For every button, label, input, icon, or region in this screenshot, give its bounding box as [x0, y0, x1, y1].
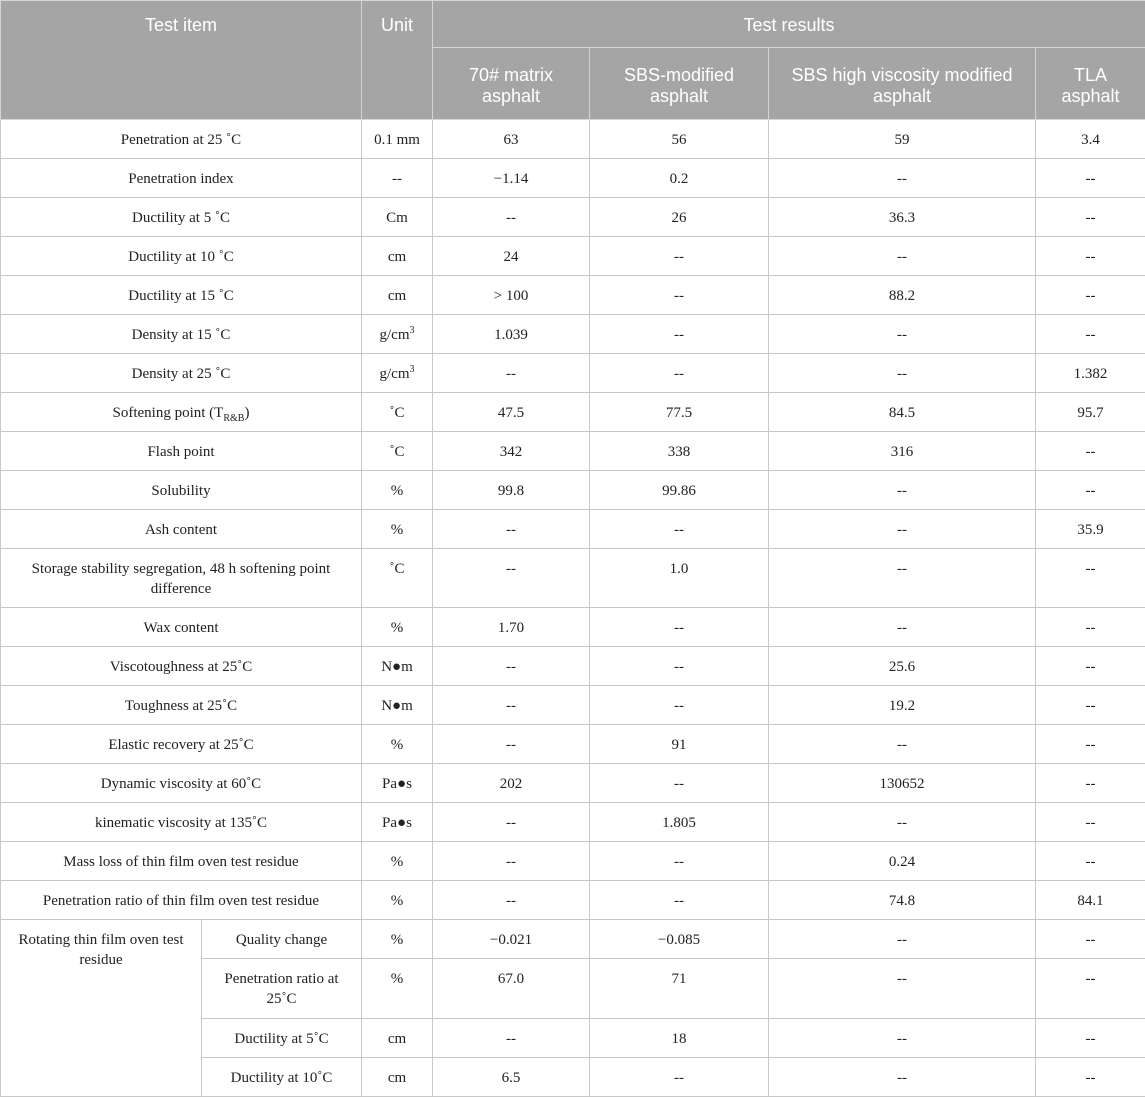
test-item-cell: Solubility	[1, 471, 362, 510]
test-item-cell: Toughness at 25˚C	[1, 686, 362, 725]
value-sbs-modified: 1.0	[590, 549, 769, 608]
value-sbs-modified: --	[590, 881, 769, 920]
value-70-matrix: 6.5	[433, 1058, 590, 1097]
value-tla: --	[1036, 686, 1145, 725]
table-row	[1, 120, 1145, 159]
value-tla: --	[1036, 159, 1145, 198]
rtfot-group-cell: Rotating thin film oven test residue	[1, 920, 202, 1097]
test-item-cell: kinematic viscosity at 135˚C	[1, 803, 362, 842]
test-item-cell: Wax content	[1, 608, 362, 647]
value-sbs-high-viscosity: 316	[769, 432, 1036, 471]
value-70-matrix: --	[433, 881, 590, 920]
value-tla: --	[1036, 959, 1145, 1019]
table-row	[1, 432, 1145, 471]
unit-cell: %	[362, 471, 433, 510]
value-sbs-high-viscosity: --	[769, 237, 1036, 276]
value-tla: --	[1036, 608, 1145, 647]
test-item-cell: Mass loss of thin film oven test residue	[1, 842, 362, 881]
value-tla: --	[1036, 1058, 1145, 1097]
table-row	[1, 549, 1145, 608]
unit-cell: cm	[362, 237, 433, 276]
value-sbs-high-viscosity: 130652	[769, 764, 1036, 803]
unit-cell: ˚C	[362, 432, 433, 471]
value-sbs-modified: --	[590, 354, 769, 393]
table-row	[1, 725, 1145, 764]
value-sbs-high-viscosity: 25.6	[769, 647, 1036, 686]
test-item-cell: Ductility at 5 ˚C	[1, 198, 362, 237]
test-item-cell: Flash point	[1, 432, 362, 471]
value-70-matrix: --	[433, 686, 590, 725]
value-sbs-modified: 1.805	[590, 803, 769, 842]
value-70-matrix: 67.0	[433, 959, 590, 1019]
value-sbs-modified: --	[590, 842, 769, 881]
value-sbs-high-viscosity: --	[769, 920, 1036, 959]
value-sbs-modified: --	[590, 647, 769, 686]
unit-cell: %	[362, 842, 433, 881]
value-70-matrix: 1.70	[433, 608, 590, 647]
table-row	[1, 608, 1145, 647]
value-sbs-modified: --	[590, 1058, 769, 1097]
header-unit: Unit	[362, 1, 433, 120]
test-item-cell: Penetration ratio at 25˚C	[202, 959, 362, 1019]
value-sbs-modified: --	[590, 686, 769, 725]
value-tla: --	[1036, 647, 1145, 686]
header-test-results: Test results	[433, 1, 1145, 48]
test-item-cell: Penetration index	[1, 159, 362, 198]
value-sbs-modified: 26	[590, 198, 769, 237]
value-sbs-modified: --	[590, 510, 769, 549]
value-70-matrix: −1.14	[433, 159, 590, 198]
table-row	[1, 237, 1145, 276]
unit-cell: Pa●s	[362, 764, 433, 803]
unit-cell: --	[362, 159, 433, 198]
test-item-cell: Ductility at 5˚C	[202, 1019, 362, 1058]
value-tla: --	[1036, 842, 1145, 881]
value-70-matrix: --	[433, 647, 590, 686]
table-row	[1, 686, 1145, 725]
test-item-cell: Ductility at 10˚C	[202, 1058, 362, 1097]
value-70-matrix: 1.039	[433, 315, 590, 354]
value-70-matrix: 24	[433, 237, 590, 276]
table-row	[1, 471, 1145, 510]
test-item-cell: Penetration at 25 ˚C	[1, 120, 362, 159]
header-sbs-modified-asphalt: SBS-modified asphalt	[590, 48, 769, 120]
value-70-matrix: --	[433, 1019, 590, 1058]
value-tla: --	[1036, 803, 1145, 842]
value-sbs-high-viscosity: 19.2	[769, 686, 1036, 725]
value-70-matrix: > 100	[433, 276, 590, 315]
value-sbs-modified: 56	[590, 120, 769, 159]
header-test-item: Test item	[1, 1, 362, 120]
table-row	[1, 198, 1145, 237]
value-70-matrix: 99.8	[433, 471, 590, 510]
value-sbs-high-viscosity: --	[769, 510, 1036, 549]
value-tla: --	[1036, 315, 1145, 354]
table-row	[1, 920, 1145, 959]
value-sbs-modified: --	[590, 237, 769, 276]
table-row	[1, 393, 1145, 432]
value-sbs-modified: 18	[590, 1019, 769, 1058]
value-sbs-modified: 71	[590, 959, 769, 1019]
unit-cell: cm	[362, 1019, 433, 1058]
header-70-matrix-asphalt: 70# matrix asphalt	[433, 48, 590, 120]
value-sbs-modified: 0.2	[590, 159, 769, 198]
value-tla: 3.4	[1036, 120, 1145, 159]
value-sbs-high-viscosity: 84.5	[769, 393, 1036, 432]
value-sbs-modified: 77.5	[590, 393, 769, 432]
value-sbs-high-viscosity: --	[769, 959, 1036, 1019]
value-70-matrix: --	[433, 510, 590, 549]
value-sbs-modified: 338	[590, 432, 769, 471]
value-sbs-high-viscosity: 36.3	[769, 198, 1036, 237]
table-row	[1, 803, 1145, 842]
value-sbs-high-viscosity: 74.8	[769, 881, 1036, 920]
table-row	[1, 764, 1145, 803]
test-item-cell: Penetration ratio of thin film oven test residue	[1, 881, 362, 920]
test-item-cell	[1, 393, 362, 432]
table-row	[1, 842, 1145, 881]
value-70-matrix: --	[433, 725, 590, 764]
table-row	[1, 315, 1145, 354]
value-tla: 35.9	[1036, 510, 1145, 549]
test-item-cell: Ductility at 15 ˚C	[1, 276, 362, 315]
value-sbs-modified: 99.86	[590, 471, 769, 510]
unit-cell	[362, 354, 433, 393]
test-item-cell: Elastic recovery at 25˚C	[1, 725, 362, 764]
header-sbs-high-viscosity-asphalt: SBS high viscosity modified asphalt	[769, 48, 1036, 120]
unit-cell: ˚C	[362, 549, 433, 608]
value-sbs-high-viscosity: --	[769, 315, 1036, 354]
value-sbs-high-viscosity: --	[769, 803, 1036, 842]
value-sbs-modified: --	[590, 608, 769, 647]
unit-text: g/cm	[380, 366, 410, 382]
test-item-cell: Viscotoughness at 25˚C	[1, 647, 362, 686]
unit-cell: Pa●s	[362, 803, 433, 842]
value-sbs-high-viscosity: --	[769, 1058, 1036, 1097]
value-sbs-high-viscosity: --	[769, 354, 1036, 393]
value-tla: --	[1036, 432, 1145, 471]
value-70-matrix: 202	[433, 764, 590, 803]
table-row	[1, 159, 1145, 198]
value-70-matrix: 63	[433, 120, 590, 159]
unit-cell	[362, 315, 433, 354]
value-sbs-high-viscosity: --	[769, 1019, 1036, 1058]
unit-cell: %	[362, 725, 433, 764]
value-sbs-modified: --	[590, 764, 769, 803]
item-text-end: )	[244, 405, 249, 421]
test-item-cell: Ash content	[1, 510, 362, 549]
item-text: Softening point (T	[113, 405, 224, 421]
unit-cell: %	[362, 881, 433, 920]
unit-cell: Cm	[362, 198, 433, 237]
value-tla: --	[1036, 471, 1145, 510]
item-subscript: R&B	[223, 413, 244, 424]
value-sbs-high-viscosity: --	[769, 608, 1036, 647]
unit-cell: %	[362, 959, 433, 1019]
unit-text: g/cm	[380, 327, 410, 343]
table-row	[1, 881, 1145, 920]
value-sbs-high-viscosity: --	[769, 549, 1036, 608]
test-item-cell: Density at 25 ˚C	[1, 354, 362, 393]
unit-cell: cm	[362, 276, 433, 315]
value-sbs-modified: −0.085	[590, 920, 769, 959]
table-row	[1, 647, 1145, 686]
test-item-cell: Density at 15 ˚C	[1, 315, 362, 354]
unit-cell: ˚C	[362, 393, 433, 432]
value-70-matrix: --	[433, 354, 590, 393]
value-sbs-high-viscosity: --	[769, 725, 1036, 764]
test-item-cell: Ductility at 10 ˚C	[1, 237, 362, 276]
value-tla: --	[1036, 237, 1145, 276]
value-tla: --	[1036, 276, 1145, 315]
value-sbs-high-viscosity: 88.2	[769, 276, 1036, 315]
value-tla: --	[1036, 198, 1145, 237]
value-70-matrix: --	[433, 842, 590, 881]
value-sbs-modified: 91	[590, 725, 769, 764]
test-item-cell: Dynamic viscosity at 60˚C	[1, 764, 362, 803]
unit-cell: %	[362, 920, 433, 959]
value-tla: --	[1036, 764, 1145, 803]
table-row	[1, 354, 1145, 393]
unit-cell: cm	[362, 1058, 433, 1097]
value-sbs-high-viscosity: --	[769, 159, 1036, 198]
unit-cell: %	[362, 510, 433, 549]
value-70-matrix: −0.021	[433, 920, 590, 959]
unit-superscript: 3	[410, 325, 415, 336]
value-sbs-high-viscosity: 0.24	[769, 842, 1036, 881]
unit-cell: 0.1 mm	[362, 120, 433, 159]
header-tla-asphalt: TLA asphalt	[1036, 48, 1145, 120]
unit-cell: N●m	[362, 647, 433, 686]
value-70-matrix: --	[433, 198, 590, 237]
test-item-cell: Quality change	[202, 920, 362, 959]
value-tla: 1.382	[1036, 354, 1145, 393]
value-70-matrix: 47.5	[433, 393, 590, 432]
unit-cell: %	[362, 608, 433, 647]
value-tla: --	[1036, 549, 1145, 608]
value-sbs-modified: --	[590, 315, 769, 354]
table-row	[1, 276, 1145, 315]
value-70-matrix: 342	[433, 432, 590, 471]
value-tla: --	[1036, 920, 1145, 959]
test-item-cell: Storage stability segregation, 48 h softening point difference	[1, 549, 362, 608]
value-70-matrix: --	[433, 549, 590, 608]
value-tla: --	[1036, 1019, 1145, 1058]
value-tla: --	[1036, 725, 1145, 764]
value-tla: 95.7	[1036, 393, 1145, 432]
value-sbs-high-viscosity: 59	[769, 120, 1036, 159]
unit-cell: N●m	[362, 686, 433, 725]
value-70-matrix: --	[433, 803, 590, 842]
value-sbs-high-viscosity: --	[769, 471, 1036, 510]
value-tla: 84.1	[1036, 881, 1145, 920]
table-row	[1, 510, 1145, 549]
value-sbs-modified: --	[590, 276, 769, 315]
unit-superscript: 3	[410, 364, 415, 375]
